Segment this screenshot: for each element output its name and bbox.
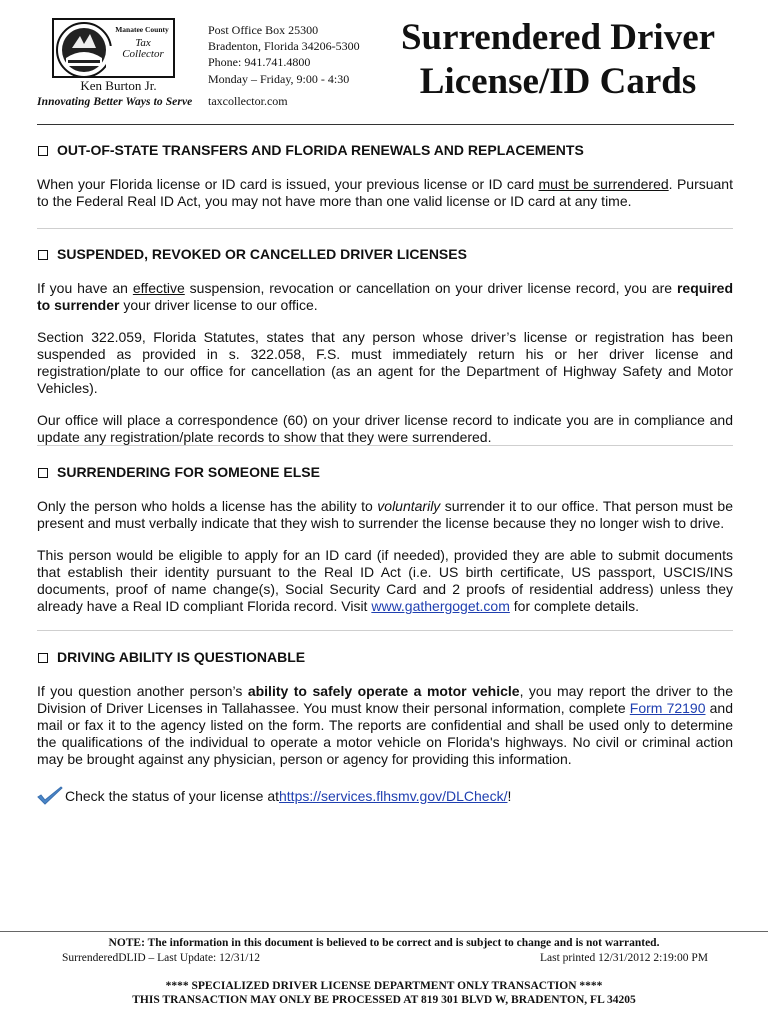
text: This person would be eligible to apply for an ID card (if needed), provided they are able to submit documents that establish their identity pursuant to the Real ID Act (i.e. US birth certificate, US passport, USCIS/INS documents, proof of name change(s), Social Security Card and 2 proofs of residential address) unless they already have a Real ID compliant Florida record. Visit <box>37 547 733 614</box>
check-status-text: Check the status of your license at <box>65 787 279 804</box>
text: , you may report the driver to the Division of Driver Licenses in Tallahassee. You must know their personal information, complete <box>37 683 733 716</box>
bold-text: ability to safely operate a motor vehicle <box>247 683 520 699</box>
footer-last-update: SurrenderedDLID – Last Update: 12/31/12 <box>62 952 261 964</box>
logo-tax-collector-text <box>114 38 172 60</box>
paragraph: Our office will place a correspondence (60) on your driver license record to indicate you are in compliance and update any registration/plate records to show that they were surrendered. <box>37 412 733 445</box>
contact-website[interactable]: taxcollector.com <box>208 93 288 108</box>
section-driving-ability <box>37 649 733 768</box>
section-transfers <box>37 142 733 210</box>
text: If you question another person’s <box>37 683 248 699</box>
logo-name: Ken Burton Jr. <box>80 78 157 93</box>
gathergoget-link[interactable]: www.gathergoget.com <box>371 598 510 614</box>
footer-special-notice <box>0 979 768 1007</box>
text: When your Florida license or ID card is issued, your previous license or ID card <box>37 176 539 192</box>
checkbox-icon <box>38 146 48 156</box>
paragraph <box>37 176 733 210</box>
section-heading <box>37 246 733 263</box>
text: Only the person who holds a license has the ability to <box>37 498 378 514</box>
paragraph <box>37 280 733 314</box>
underlined-text: must be surrendered <box>538 176 669 192</box>
heading-text: DRIVING ABILITY IS QUESTIONABLE <box>57 649 306 665</box>
section-heading <box>37 142 733 159</box>
contact-line-3: Phone: 941.741.4800 <box>208 55 311 70</box>
checkbox-icon <box>38 653 48 663</box>
text: and mail or fax it to the agency listed on the form. The reports are confidential and shall be used only to determine the qualifications of the individual to operate a motor vehicle on Florida's highways. No civil or criminal action may be brought against any physician, person or agency for providing this information. <box>37 700 734 767</box>
section-heading <box>37 464 733 481</box>
text: suspension, revocation or cancellation on your driver license record, you are <box>184 280 677 296</box>
checkbox-icon <box>38 468 48 478</box>
logo-tax-line1: Tax <box>135 37 151 49</box>
title-line-2: License/ID Cards <box>419 61 697 102</box>
text: If you have an <box>37 280 133 296</box>
heading-text: SURRENDERING FOR SOMEONE ELSE <box>57 464 320 480</box>
paragraph: Section 322.059, Florida Statutes, states that any person whose driver’s license or registration has been suspended as provided in s. 322.058, F.S. must immediately return his or her driver license and registration/plate to our office for cancellation (as an agent for the Department of Highway Safety and Motor Vehicles). <box>37 329 733 396</box>
form-72190-link[interactable]: Form 72190 <box>629 700 706 716</box>
tax-collector-logo <box>52 18 175 78</box>
contact-line-4: Monday – Friday, 9:00 - 4:30 <box>208 71 350 86</box>
header-divider <box>37 124 734 125</box>
paragraph <box>37 683 733 768</box>
footer-divider <box>0 931 768 932</box>
footer-last-printed: Last printed 12/31/2012 2:19:00 PM <box>539 952 708 964</box>
check-status-line <box>37 786 511 806</box>
document-title <box>380 16 736 104</box>
special-line-2: THIS TRANSACTION MAY ONLY BE PROCESSED AT 819 301 BLVD W, BRADENTON, FL 34205 <box>132 994 636 1006</box>
logo-tax-line2: Collector <box>122 48 164 60</box>
text: for complete details. <box>509 598 640 614</box>
logo-county-text: Manatee County <box>115 25 169 34</box>
title-line-1: Surrendered Driver <box>400 17 716 58</box>
bold-text: required to surrender <box>37 280 733 313</box>
section-suspended <box>37 246 733 446</box>
footer-meta <box>62 952 708 964</box>
dlcheck-link[interactable]: https://services.flhsmv.gov/DLCheck/ <box>279 787 508 804</box>
checkmark-icon <box>37 786 63 806</box>
contact-line-2: Bradenton, Florida 34206-5300 <box>208 39 360 54</box>
section-someone-else <box>37 464 733 615</box>
text: . Pursuant to the Federal Real ID Act, you may not have more than one valid license or ID card at any time. <box>37 176 733 209</box>
logo-tagline: Innovating Better Ways to Serve <box>37 96 193 108</box>
section-heading <box>37 649 733 666</box>
contact-line-1: Post Office Box 25300 <box>208 23 319 37</box>
underlined-text: effective <box>132 280 185 296</box>
section-divider <box>37 630 733 631</box>
section-divider <box>37 228 733 229</box>
check-status-end: ! <box>507 787 512 804</box>
contact-info <box>208 22 360 109</box>
heading-text: OUT-OF-STATE TRANSFERS AND FLORIDA RENEWALS AND REPLACEMENTS <box>57 142 584 158</box>
special-line-1: **** SPECIALIZED DRIVER LICENSE DEPARTMENT ONLY TRANSACTION **** <box>165 980 603 992</box>
italic-text: voluntarily <box>377 498 441 514</box>
paragraph <box>37 498 733 532</box>
text: surrender it to our office. That person must be present and must verbally indicate that they wish to surrender the license because they no longer wish to drive. <box>37 498 733 531</box>
checkbox-icon <box>38 250 48 260</box>
paragraph <box>37 547 733 615</box>
footer-note: NOTE: The information in this document is believed to be correct and is subject to change and is not warranted. <box>108 937 660 949</box>
text: your driver license to our office. <box>119 297 318 313</box>
heading-text: SUSPENDED, REVOKED OR CANCELLED DRIVER LICENSES <box>57 246 467 262</box>
section-divider <box>37 445 733 446</box>
